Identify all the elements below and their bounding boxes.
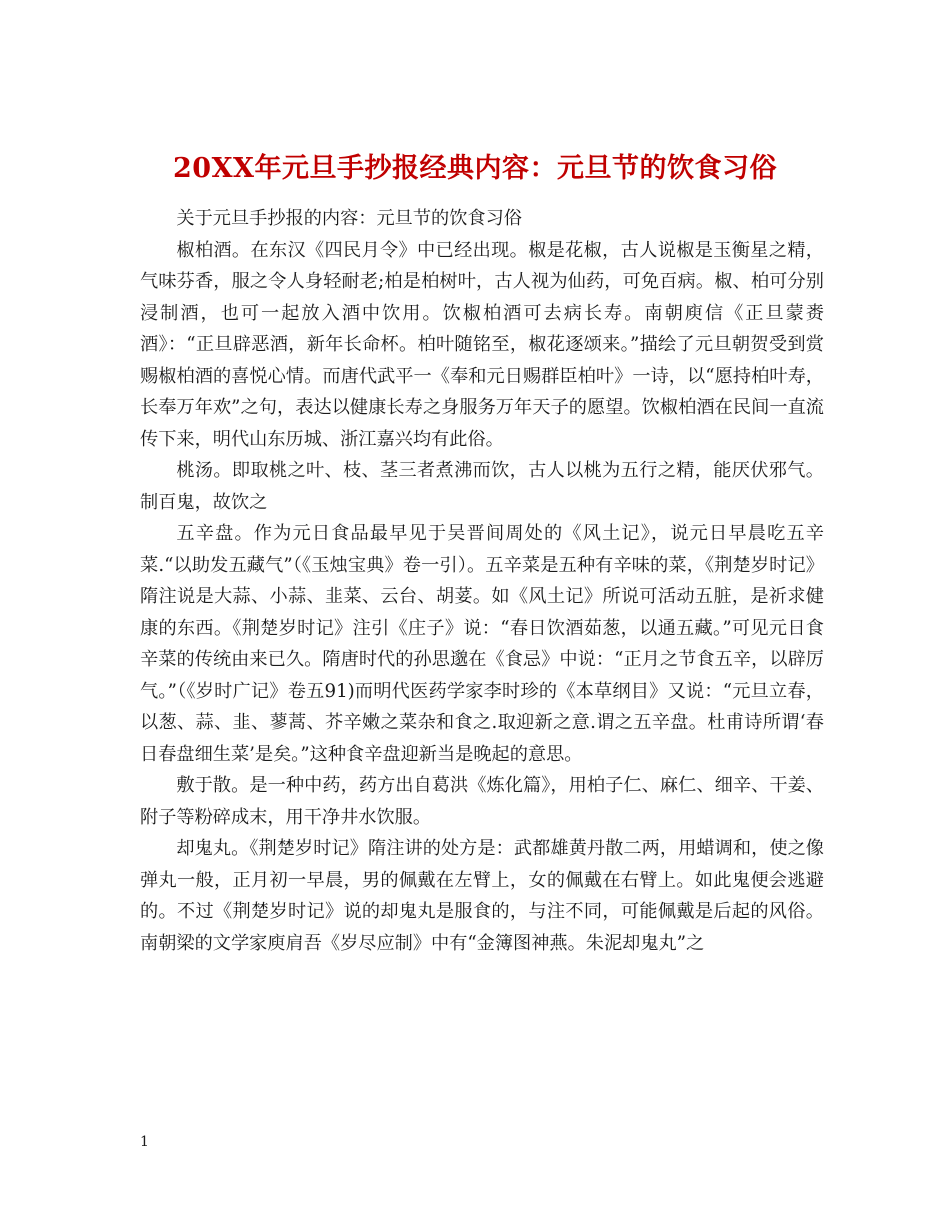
paragraph-peach-soup: 桃汤。即取桃之叶、枝、茎三者煮沸而饮，古人以桃为五行之精，能厌伏邪气。制百鬼，故饮之 <box>140 460 824 513</box>
paragraph-quegui-pill: 却鬼丸。《荆楚岁时记》隋注讲的处方是：武都雄黄丹散二两，用蜡调和，使之像弹丸一般，正月初一早晨，男的佩戴在左臂上，女的佩戴在右臂上。如此鬼便会逃避的。不过《荆楚岁时记》说的却鬼丸是服食的，与注不同，可能佩戴是后起的风俗。南朝梁的文学家庾肩吾《岁尽应制》中有“金簿图神燕。朱泥却鬼丸”之 <box>140 838 824 954</box>
page-number: 1 <box>140 1134 149 1150</box>
paragraph-jiaobai-wine: 椒柏酒。在东汉《四民月令》中已经出现。椒是花椒，古人说椒是玉衡星之精，气味芬香，服之令人身轻耐老;柏是柏树叶，古人视为仙药，可免百病。椒、柏可分别浸制酒，也可一起放入酒中饮用。饮椒柏酒可去病长寿。南朝庾信《正旦蒙赉酒》：“正旦辟恶酒，新年长命杯。柏叶随铭至，椒花逐颂来。”描绘了元旦朝贺受到赏赐椒柏酒的喜悦心情。而唐代武平一《奉和元日赐群臣柏叶》一诗，以“愿持柏叶寿，长奉万年欢”之句，表达以健康长寿之身服务万年天子的愿望。饮椒柏酒在民间一直流传下来，明代山东历城、浙江嘉兴均有此俗。 <box>140 239 824 450</box>
paragraph-five-spice-plate: 五辛盘。作为元日食品最早见于吴晋间周处的《风土记》，说元日早晨吃五辛菜.“以助发五藏气”（《玉烛宝典》卷一引）。五辛菜是五种有辛味的菜，《荆楚岁时记》隋注说是大蒜、小蒜、韭菜、云台、胡荽。如《风土记》所说可活动五脏，是祈求健康的东西。《荆楚岁时记》注引《庄子》说：“春日饮酒茹葱，以通五藏。”可见元日食辛菜的传统由来已久。隋唐时代的孙思邈在《食忌》中说：“正月之节食五辛，以辟厉气。”（《岁时广记》卷五91)而明代医药学家李时珍的《本草纲目》又说：“元旦立春，以葱、蒜、韭、蓼蒿、芥辛嫩之菜杂和食之.取迎新之意.谓之五辛盘。杜甫诗所谓‘春日春盘细生菜’是矣。”这种食辛盘迎新当是晚起的意思。 <box>140 523 824 765</box>
article-body <box>140 203 824 959</box>
page-title: 20XX年元旦手抄报经典内容：元旦节的饮食习俗 <box>173 153 777 185</box>
paragraph-intro: 关于元旦手抄报的内容：元旦节的饮食习俗 <box>176 208 522 229</box>
paragraph-fuyu-powder: 敷于散。是一种中药，药方出自葛洪《炼化篇》，用柏子仁、麻仁、细辛、干姜、附子等粉碎成末，用干净井水饮服。 <box>140 775 824 828</box>
